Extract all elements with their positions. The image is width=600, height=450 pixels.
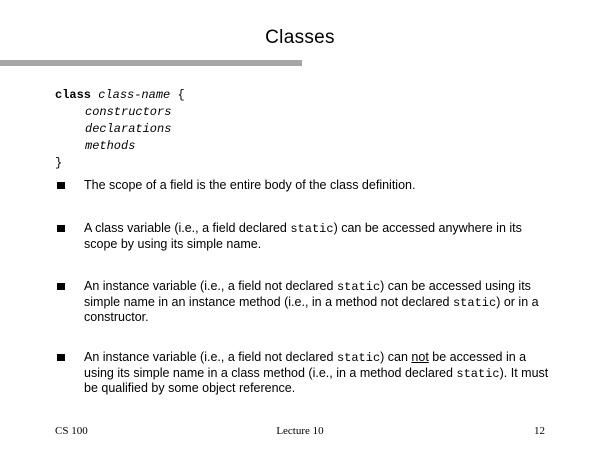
bullet-square-icon <box>57 283 65 290</box>
keyword-static: static <box>336 351 381 365</box>
bullet-text: ) can be accessed anywhere in its scope by using its simple name. <box>84 221 522 251</box>
footer-course: CS 100 <box>55 425 88 437</box>
bullet-item-field-scope <box>55 178 555 193</box>
code-line-constructors: constructors <box>85 105 172 119</box>
bullet-text: ) or in a constructor. <box>84 294 539 324</box>
bullet-text: ) can <box>380 350 412 364</box>
bullet-text: An instance variable (i.e., a field not declared <box>84 279 337 293</box>
code-keyword-class: class <box>55 88 92 102</box>
bullet-text: The scope of a field is the entire body of the class definition. <box>84 178 416 192</box>
bullet-item-instance-variable-restriction <box>55 350 555 396</box>
keyword-static: static <box>336 280 381 294</box>
keyword-static: static <box>290 222 334 236</box>
class-syntax-code-block <box>55 87 185 172</box>
code-line-declarations: declarations <box>85 122 172 136</box>
slide-title: Classes <box>265 27 335 48</box>
code-line-class-declaration <box>55 87 185 104</box>
bullet-text: be accessed in a using its simple name in a class method (i.e., in a method declared <box>84 350 527 380</box>
bullet-item-instance-variable-access <box>55 279 555 325</box>
underlined-not: not <box>411 350 429 364</box>
code-line-methods: methods <box>85 139 136 153</box>
keyword-static: static <box>452 295 497 310</box>
keyword-static: static <box>456 366 500 381</box>
bullet-item-class-variable <box>55 221 555 251</box>
bullet-text: A class variable (i.e., a field declared <box>84 221 291 235</box>
bullet-square-icon <box>57 182 65 189</box>
bullet-text: ) can be accessed using its simple name in an instance method (i.e., in a method not declared <box>84 279 531 309</box>
footer-page-number: 12 <box>534 425 545 437</box>
bullet-text: ). It must be qualified by some object reference. <box>84 365 549 395</box>
code-open-brace: { <box>177 88 185 102</box>
footer-lecture: Lecture 10 <box>276 425 324 437</box>
code-close-brace: } <box>55 156 63 170</box>
bullet-square-icon <box>57 354 65 361</box>
bullet-text: An instance variable (i.e., a field not declared <box>84 350 337 364</box>
bullet-square-icon <box>57 225 65 232</box>
code-class-name: class-name <box>98 88 171 102</box>
title-underline-bar <box>0 60 302 66</box>
